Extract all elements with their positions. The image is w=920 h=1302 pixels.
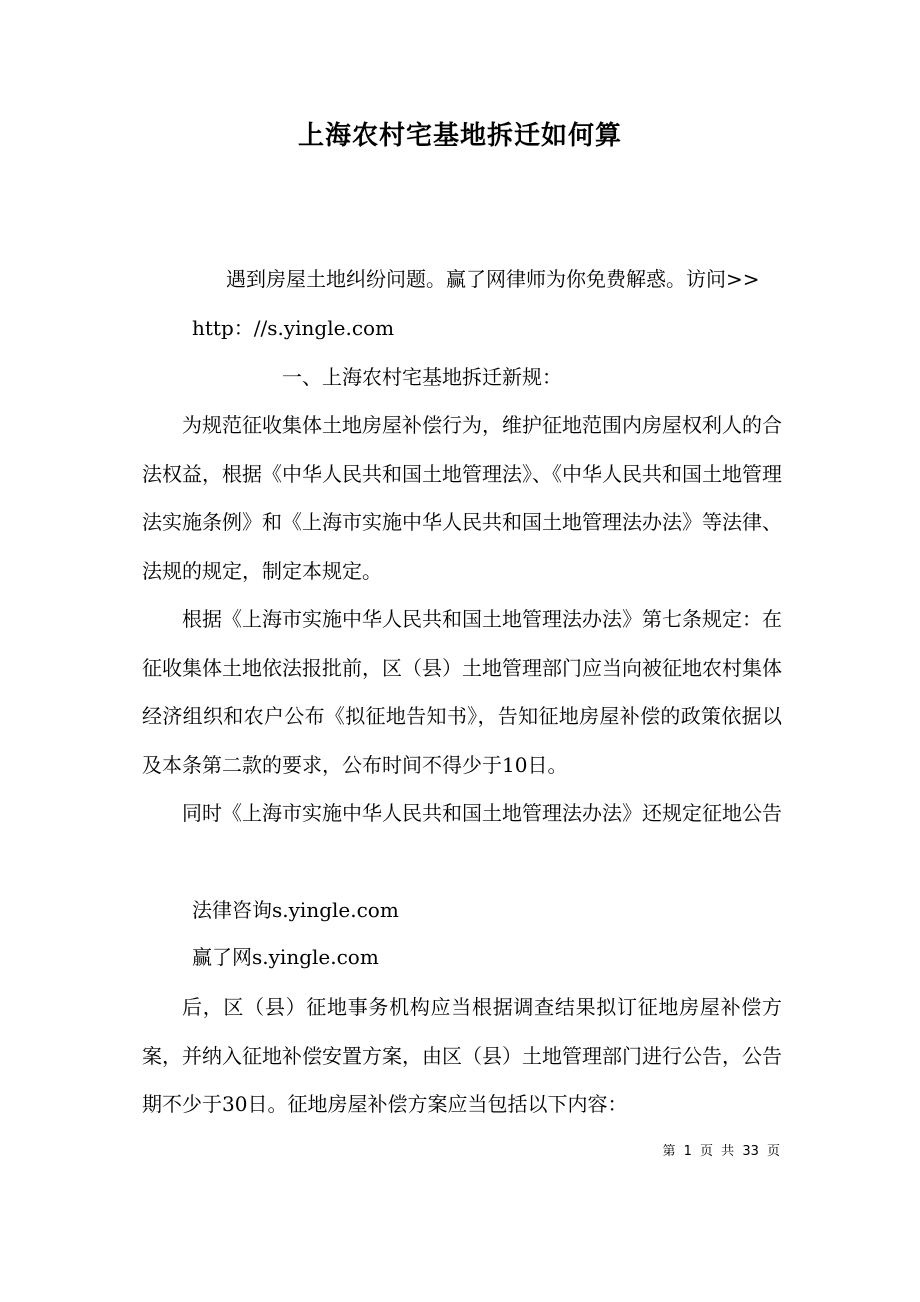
ad-line: 遇到房屋土地纠纷问题。赢了网律师为你免费解惑。访问>> [226,267,760,291]
yingle-link[interactable]: 赢了网s.yingle.com [192,945,379,969]
section-heading: 一、上海农村宅基地拆迁新规： [282,365,562,389]
page-number-footer: 第 1 页 共 33 页 [662,1144,780,1159]
paragraph-4: 后，区（县）征地事务机构应当根据调查结果拟订征地房屋补偿方案，并纳入征地补偿安置方案，由区（县）土地管理部门进行公告，公告期不少于30日。征地房屋补偿方案应当包括以下内容： [142,995,782,1116]
paragraph-2: 根据《上海市实施中华人民共和国土地管理法办法》第七条规定：在征收集体土地依法报批前，区（县）土地管理部门应当向被征地农村集体经济组织和农户公布《拟征地告知书》，告知征地房屋补偿的政策依据以及本条第二款的要求，公布时间不得少于10日。 [142,607,782,777]
paragraph-1: 为规范征收集体土地房屋补偿行为，维护征地范围内房屋权利人的合法权益，根据《中华人民共和国土地管理法》、《中华人民共和国土地管理法实施条例》和《上海市实施中华人民共和国土地管理法办法》等法律、法规的规定，制定本规定。 [142,413,782,583]
legal-consult-link[interactable]: 法律咨询s.yingle.com [192,898,399,922]
paragraph-3: 同时《上海市实施中华人民共和国土地管理法办法》还规定征地公告 [182,801,782,825]
document-title: 上海农村宅基地拆迁如何算 [297,121,622,151]
ad-url[interactable]: http：//s.yingle.com [192,316,395,340]
